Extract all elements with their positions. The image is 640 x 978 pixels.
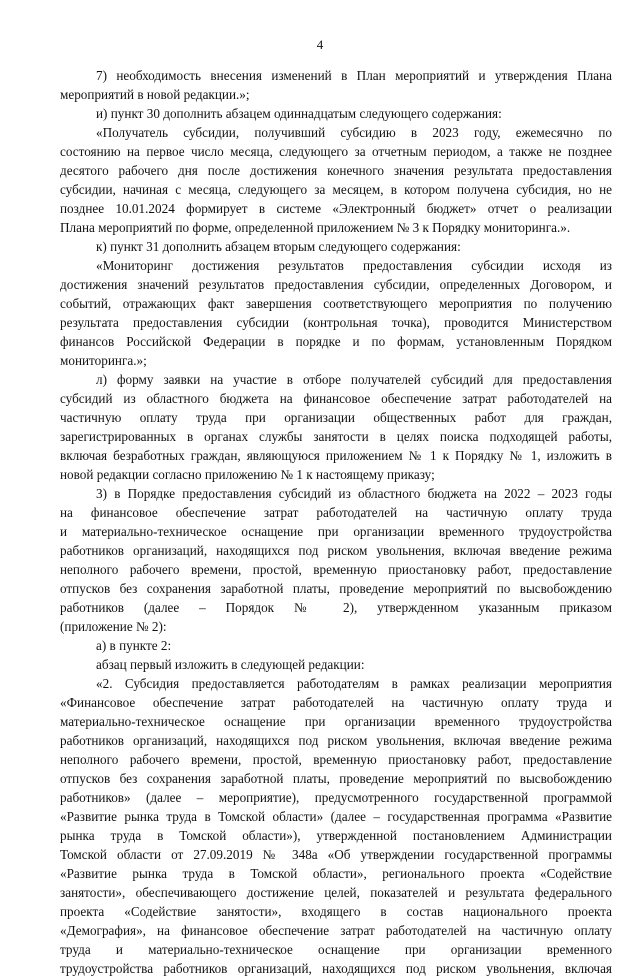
text-line: субсидий из областного бюджета на финансовое обеспечение затрат работодателей на	[60, 391, 612, 406]
text-line: «Демография», на финансовое обеспечение затрат работодателей на частичную оплату	[60, 923, 612, 938]
text-line: финансов Российской Федерации в порядке и по формам, установленным Порядком	[60, 334, 612, 349]
text-line: на финансовое обеспечение затрат работодателей на частичную оплату труда	[60, 505, 612, 520]
text-line: частичную оплату труда при организации общественных работ для граждан,	[60, 410, 612, 425]
text-line: занятости», обеспечивающего достижение целей, показателей и результата федерального	[60, 885, 612, 900]
text-line: л) форму заявки на участие в отборе получателей субсидий для предоставления	[96, 372, 612, 387]
text-line: достижения значений результатов предоставления субсидии, определенных Договором, и	[60, 277, 612, 292]
text-line: трудоустройства работников организаций, находящихся под риском увольнения, включая	[60, 961, 612, 976]
text-line: рынка труда в Томской области»), утвержденной постановлением Администрации	[60, 828, 612, 843]
text-line: состоянию на первое число месяца, следующего за отчетным периодом, а также не позднее	[60, 144, 612, 159]
text-line: субсидии, начиная с месяца, следующего за месяцем, в котором получена субсидия, но не	[60, 182, 612, 197]
text-line: результата предоставления субсидии (контрольная точка), проводится Министерством	[60, 315, 612, 330]
text-line: абзац первый изложить в следующей редакции:	[96, 657, 365, 672]
text-line: «Развитие рынка труда в Томской области», регионального проекта «Содействие	[60, 866, 612, 881]
text-line: отпусков без сохранения заработной платы, проведение мероприятий по высвобождению	[60, 581, 612, 596]
text-line: работников (далее – Порядок № 2), утвержденном указанным приказом	[60, 600, 612, 615]
text-line: 3) в Порядке предоставления субсидий из областного бюджета на 2022 – 2023 годы	[96, 486, 612, 501]
document-body	[60, 66, 612, 978]
text-line: «Развитие рынка труда в Томской области» (далее – государственная программа «Развитие	[60, 809, 612, 824]
text-line: мониторинга.»;	[60, 353, 147, 368]
text-line: десятого рабочего дня после достижения конечного значения результата предоставления	[60, 163, 612, 178]
text-line: работников» (далее – мероприятие), предусмотренного государственной программой	[60, 790, 612, 805]
page-number: 4	[316, 37, 324, 52]
text-line: и) пункт 30 дополнить абзацем одиннадцатым следующего содержания:	[96, 106, 502, 121]
text-line: (приложение № 2):	[60, 619, 167, 634]
text-line: «2. Субсидия предоставляется работодателям в рамках реализации мероприятия	[96, 676, 612, 691]
text-line: отпусков без сохранения заработной платы, проведение мероприятий по высвобождению	[60, 771, 612, 786]
text-line: зарегистрированных в органах службы занятости в целях поиска подходящей работы,	[60, 429, 612, 444]
text-line: «Финансовое обеспечение затрат работодателей на частичную оплату труда и	[60, 695, 612, 710]
text-line: новой редакции согласно приложению № 1 к настоящему приказу;	[60, 467, 435, 482]
text-line: работников организаций, находящихся под риском увольнения, включая введение режима	[60, 733, 612, 748]
text-line: «Получатель субсидии, получивший субсидию в 2023 году, ежемесячно по	[96, 125, 612, 140]
text-line: работников организаций, находящихся под риском увольнения, включая введение режима	[60, 543, 612, 558]
text-line: неполного рабочего времени, простой, временную приостановку работ, предоставление	[60, 562, 612, 577]
text-line: труда и материально-техническое оснащение при организации временного	[60, 942, 612, 957]
text-line: к) пункт 31 дополнить абзацем вторым следующего содержания:	[96, 239, 461, 254]
text-line: и материально-техническое оснащение при организации временного трудоустройства	[60, 524, 612, 539]
text-line: мероприятий в новой редакции.»;	[60, 87, 250, 102]
text-line: «Мониторинг достижения результатов предоставления субсидии исходя из	[96, 258, 612, 273]
text-line: Томской области от 27.09.2019 № 348а «Об утверждении государственной программы	[60, 847, 612, 862]
text-line: событий, отражающих факт завершения соответствующего мероприятия по получению	[60, 296, 612, 311]
text-line: неполного рабочего времени, простой, временную приостановку работ, предоставление	[60, 752, 612, 767]
text-line: включая безработных граждан, являющуюся приложением № 1 к Порядку № 1, изложить в	[60, 448, 612, 463]
text-line: проекта «Содействие занятости», входящего в состав национального проекта	[60, 904, 612, 919]
text-line: Плана мероприятий по форме, определенной приложением № 3 к Порядку мониторинга.».	[60, 220, 571, 235]
text-line: позднее 10.01.2024 формирует в системе «Электронный бюджет» отчет о реализации	[60, 201, 612, 216]
text-line: а) в пункте 2:	[96, 638, 172, 653]
text-line: материально-техническое оснащение при организации временного трудоустройства	[60, 714, 612, 729]
text-line: 7) необходимость внесения изменений в План мероприятий и утверждения Плана	[96, 68, 612, 83]
